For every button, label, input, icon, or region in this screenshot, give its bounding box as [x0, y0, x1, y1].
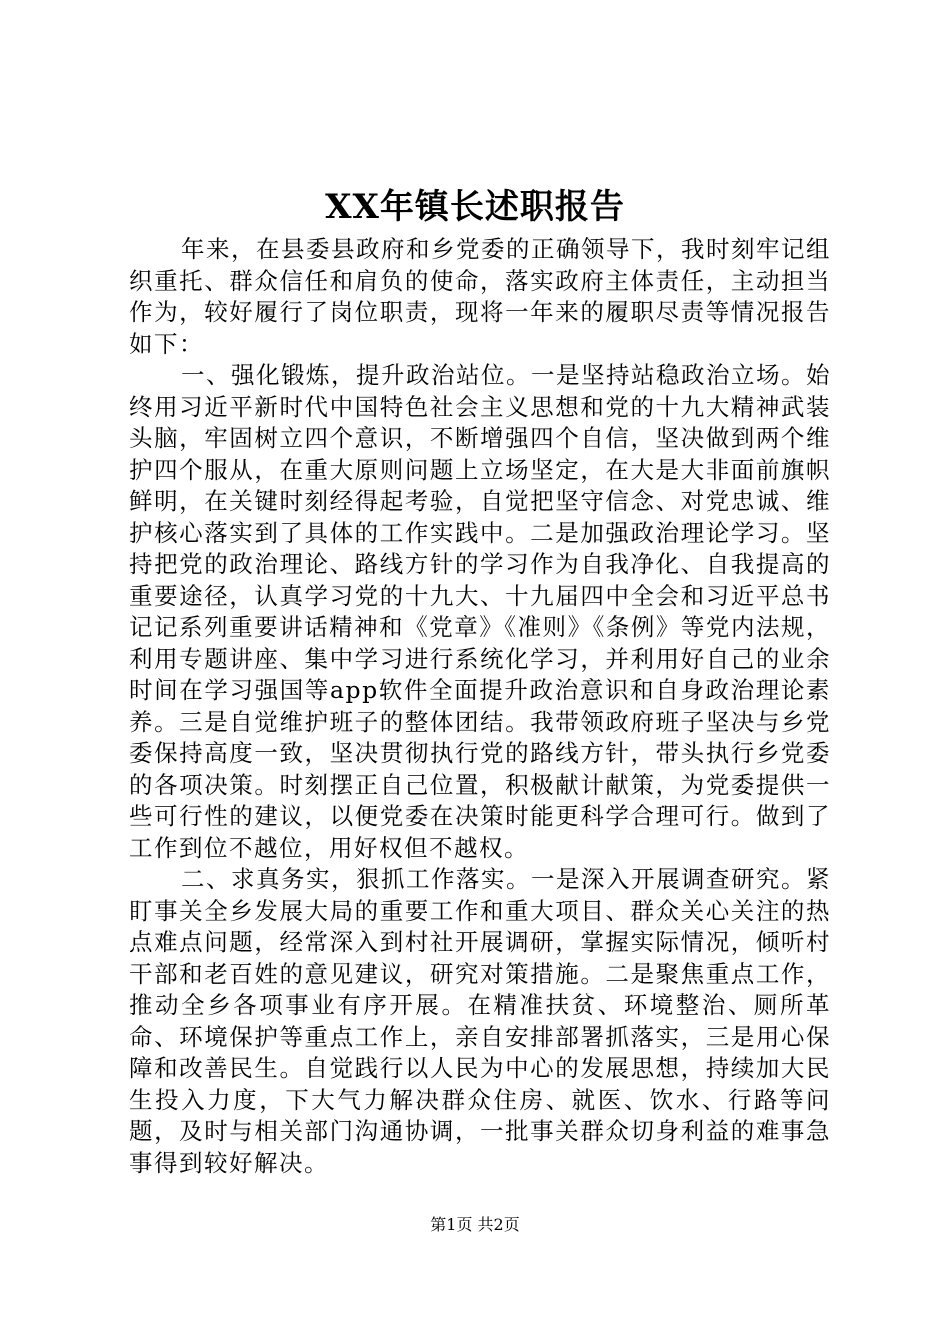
paragraph-section-2: 二、求真务实，狠抓工作落实。一是深入开展调查研究。紧盯事关全乡发展大局的重要工作和重大项目、群众关心关注的热点难点问题，经常深入到村社开展调研，掌握实际情况，倾听村干部和老百姓的意见建议，研究对策措施。二是聚焦重点工作，推动全乡各项事业有序开展。在精准扶贫、环境整治、厕所革命、环境保护等重点工作上，亲自安排部署抓落实，三是用心保障和改善民生。自觉践行以人民为中心的发展思想，持续加大民生投入力度，下大气力解决群众住房、就医、饮水、行路等问题，及时与相关部门沟通协调，一批事关群众切身利益的难事急事得到较好解决。 — [129, 865, 831, 1177]
document-body — [129, 234, 831, 1179]
document-title: XX年镇长述职报告 — [325, 187, 625, 227]
paragraph-section-1: 一、强化锻炼，提升政治站位。一是坚持站稳政治立场。始终用习近平新时代中国特色社会主义思想和党的十九大精神武装头脑，牢固树立四个意识，不断增强四个自信，坚决做到两个维护四个服从，在重大原则问题上立场坚定，在大是大非面前旗帜鲜明，在关键时刻经得起考验，自觉把坚守信念、对党忠诚、维护核心落实到了具体的工作实践中。二是加强政治理论学习。坚持把党的政治理论、路线方针的学习作为自我净化、自我提高的重要途径，认真学习党的十九大、十九届四中全会和习近平总书记记系列重要讲话精神和《党章》《准则》《条例》等党内法规，利用专题讲座、集中学习进行系统化学习，并利用好自己的业余时间在学习强国等app软件全面提升政治意识和自身政治理论素养。三是自觉维护班子的整体团结。我带领政府班子坚决与乡党委保持高度一致，坚决贯彻执行党的路线方针，带头执行乡党委的各项决策。时刻摆正自己位置，积极献计献策，为党委提供一些可行性的建议，以便党委在决策时能更科学合理可行。做到了工作到位不越位，用好权但不越权。 — [129, 361, 831, 862]
paragraph-intro: 年来，在县委县政府和乡党委的正确领导下，我时刻牢记组织重托、群众信任和肩负的使命，落实政府主体责任，主动担当作为，较好履行了岗位职责，现将一年来的履职尽责等情况报告如下： — [129, 235, 831, 358]
page-footer: 第1页 共2页 — [430, 1215, 520, 1234]
